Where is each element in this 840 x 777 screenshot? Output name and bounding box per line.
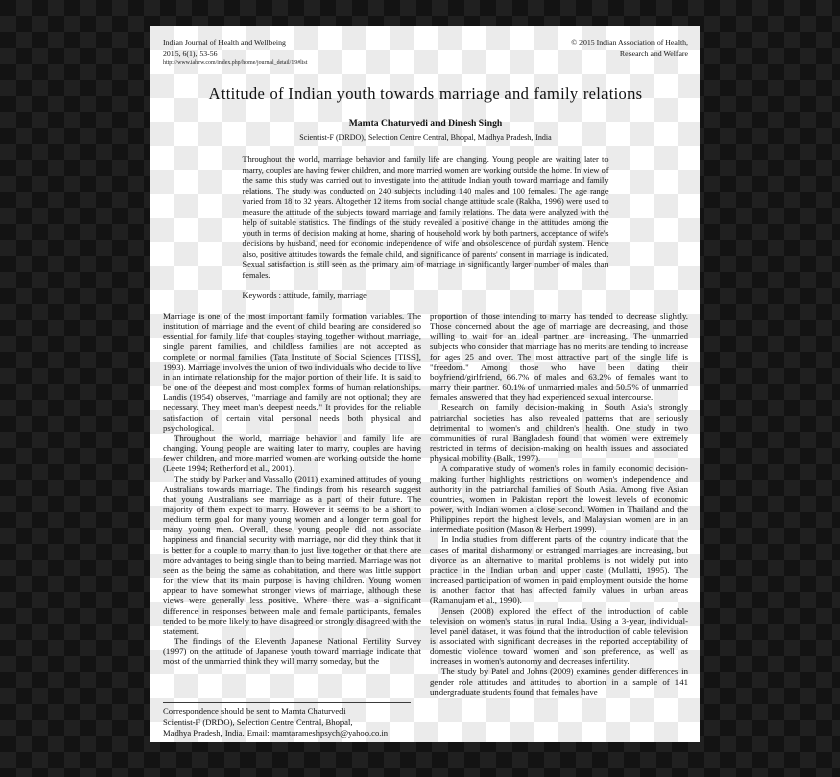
- copyright-line-2: Research and Welfare: [619, 48, 688, 58]
- footnote-rule: [163, 702, 411, 703]
- paper-page: [150, 26, 700, 742]
- abstract-text: Throughout the world, marriage behavior and family life are changing. Young people are waiting later to marry, couples are having fewer children, and more married women are working outside the home. In view of the same this study was carried out to investigate into the attitude Indian youth toward marriage and family relations. The study was conducted on 240 subjects including 140 males and 100 females. The age range varied from 18 to 32 years. Altogether 12 items from social change attitude scale (Rakha, 1996) were used to measure the attitude of the subjects toward marriage and family relations. The data were analyzed with the help of suitable statistics. The findings of the study revealed a positive change in the attitudes among the youth in terms of decision making at home, sharing of household work by both partners, acceptance of wife's decisions by husband, need for economic independence of wife and obsolescence of purdah system. Hence also, positive attitudes towards the female child, and significance of parents' consent in marriage is indicated. Sexual satisfaction is still seen as the primary aim of marriage in significantly larger number of males than females.: [242, 155, 609, 280]
- body-columns: [163, 311, 688, 739]
- journal-url: http://www.iahrw.com/index.php/home/journal_detail/19#list: [163, 60, 308, 66]
- body-paragraph: Throughout the world, marriage behavior and family life are changing. Young people are waiting later to marry, couples are having fewer children, and more married women are working outside the home (Leete 1994; Retherford et al., 2001).: [163, 432, 421, 474]
- copyright-block: [571, 38, 688, 59]
- body-paragraph: The study by Parker and Vassallo (2011) examined attitudes of young Australians towards marriage. The findings from his research suggest that young Australians see marriage as a part of their future. The majority of them expect to marry. However it seems to be a short to medium term goal for many young women and a longer term goal for many young men. Overall, these young people did not associate happiness and financial security with marriage, nor did they think that it is better for a couple to marry than to just live together or that there are more advantages to being single than to being married. Marriage was not seen as the being the same as cohabitation, and there was little support for the view that its main purpose is having children. Young women appear to have somewhat stronger views of marriage, although these views were generally less positive. Where there was a significant difference in responses between male and female participants, females tended to be more likely to have disagreed or strongly disagreed with the statement.: [163, 473, 421, 636]
- keywords-line: Keywords : attitude, family, marriage: [242, 291, 367, 300]
- body-paragraph: Research on family decision-making in South Asia's strongly patriarchal societies has also revealed patterns that are seriously detrimental to women's and children's health. One study in two communities of rural Bangladesh found that women were extremely restricted in terms of decision-making on health issues and associated physical mobility (Balk, 1997).: [430, 402, 688, 464]
- authors-line: Mamta Chaturvedi and Dinesh Singh: [348, 118, 503, 129]
- footnote-line: Madhya Pradesh, India. Email: mamtarameshpsych@yahoo.co.in: [163, 728, 389, 738]
- body-paragraph: Jensen (2008) explored the effect of the introduction of cable television on women's status in rural India. Using a 3-year, individual-level panel dataset, it was found that the introduction of cable television is associated with significant decreases in the reported acceptability of domestic violence toward women and son preference, as well as increases in women's autonomy and decreases infertility.: [430, 605, 688, 667]
- journal-name: Indian Journal of Health and Wellbeing: [163, 38, 286, 47]
- correspondence-footnote: [163, 699, 421, 739]
- left-column: [163, 311, 421, 739]
- paper-title: Attitude of Indian youth towards marriage and family relations: [208, 84, 643, 103]
- right-column: [430, 311, 688, 739]
- page-header: [163, 38, 688, 68]
- journal-info: [163, 38, 307, 68]
- body-paragraph: Marriage is one of the most important family formation variables. The institution of marriage and the event of child bearing are considered so essential for family life that couples staying together without marriage, single parent families, and childless families are not accepted as complete or normal families (Tata Institute of Social Sciences [TISS], 1993). Marriage involves the union of two individuals who decide to live in an intimate relationship for the major portion of their life. It is said to be one of the deepest and most complex forms of human relationships. Landis (1954) observes, "marriage and family are not optional; they are necessary. They meet man's deepest needs." It provides for the reliable satisfaction of certain vital personal needs both physical and psychological.: [163, 311, 421, 433]
- footnote-line: Correspondence should be sent to Mamta Chaturvedi: [163, 706, 346, 716]
- affiliation-line: Scientist-F (DRDO), Selection Centre Central, Bhopal, Madhya Pradesh, India: [299, 133, 552, 142]
- footnote-line: Scientist-F (DRDO), Selection Centre Central, Bhopal,: [163, 717, 353, 727]
- journal-issue: 2015, 6(1), 53-56: [163, 48, 218, 58]
- body-paragraph: A comparative study of women's roles in family economic decision-making further highlights restrictions on women's independence and authority in the patriarchal families of South Asia. Among five Asian countries, women in Pakistan report the lowest levels of economic power, with Indian women a close second. Women in Thailand and the Philippines report the highest levels, and Malaysian women are in an intermediate position (Mason & Herbert 1999).: [430, 463, 688, 535]
- body-paragraph: The study by Patel and Johns (2009) examines gender differences in gender role attitudes and attitudes to abortion in a sample of 141 undergraduate students found that females have: [430, 666, 688, 697]
- body-paragraph: proportion of those intending to marry has tended to decrease slightly. Those concerned about the age of marriage are decreasing, and those willing to wait for an ideal partner are increasing. The unmarried subjects who consider that marriage has no merits are tending to increase for ages 25 and over. The most attractive part of the single life is "freedom." Among those who have been dating their boyfriend/girlfriend, 66.7% of males and 63.2% of females want to marry their partner. 60.1% of unmarried males and 50.5% of unmarried females answered that they had experienced sexual intercourse.: [430, 311, 688, 403]
- body-paragraph: In India studies from different parts of the country indicate that the cases of marital disharmony or estranged marriages are increasing, but divorce as an alternative to marital problems is not widely put into practice in the Indian urban and upper caste (Mullatti, 1995). The increased participation of women in paid employment outside the home is another factor that has affected family values in urban areas (Ramanujam et al., 1990).: [430, 534, 688, 606]
- body-paragraph: The findings of the Eleventh Japanese National Fertility Survey (1997) on the attitude of Japanese youth toward marriage indicate that most of the unmarried think they will marry someday, but the: [163, 636, 421, 667]
- copyright-line-1: © 2015 Indian Association of Health,: [571, 38, 688, 47]
- abstract-block: [243, 155, 609, 300]
